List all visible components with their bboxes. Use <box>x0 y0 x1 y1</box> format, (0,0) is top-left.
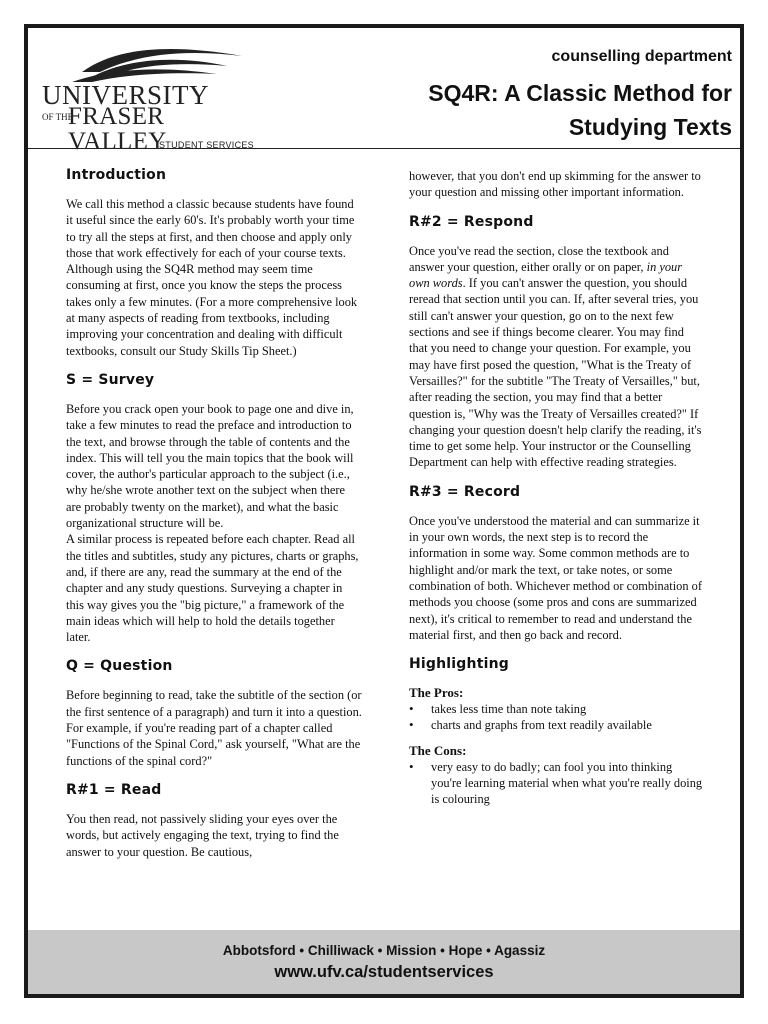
respond-heading: R#2 = Respond <box>409 213 534 230</box>
cons-list <box>409 759 705 808</box>
survey-heading: S = Survey <box>66 371 155 388</box>
respond-body: Once you've read the section, close the textbook and answer your question, either orally or on paper, in your own words. If you can't answer the question, you should reread that section until you can. If, after several tries, you still can't answer your question, go on to the next few sections and see if things become clearer. You may find that you need to change your question. For example, you may have first posed the question, "What is the Treaty of Versailles?" for the subtitle "The Treaty of Versailles," but, after reading the section, you may find that a better question is, "Why was the Treaty of Versailles created?" If changing your question doesn't help clarify the reading, it's time to get some help. Your instructor or the Counselling Department can help with effective reading strategies. <box>409 243 702 470</box>
campus-list: Abbotsford • Chilliwack • Mission • Hope • Agassiz <box>222 943 546 958</box>
footer-bar <box>28 930 740 994</box>
page-title <box>332 76 732 144</box>
title-strong: SQ4R <box>428 80 491 106</box>
read-heading: R#1 = Read <box>66 781 162 798</box>
question-heading: Q = Question <box>66 658 173 675</box>
logo-line1: UNIVERSITY <box>42 80 209 110</box>
footer-url[interactable]: www.ufv.ca/studentservices <box>274 963 494 981</box>
logo-subtitle: STUDENT SERVICES <box>159 140 254 150</box>
list-item: • takes less time than note taking <box>409 701 705 717</box>
record-body: Once you've understood the material and can summarize it in your own words, the next step is to record the information in some way. Some common methods are to highlight and/or mark the text, or take notes, or some combination of both. Whichever method or combination of methods you choose (some pros and cons are summarized next), it's critical to remember to read and understand the material first, and then go back and record. <box>409 513 702 642</box>
list-item: • very easy to do badly; can fool you into thinking you're learning material when what you're really doing is colouring <box>409 759 705 808</box>
record-heading: R#3 = Record <box>409 483 521 500</box>
pros-list <box>409 701 705 734</box>
university-logo <box>42 42 262 155</box>
logo-of-the: OF THE <box>42 112 74 122</box>
right-column <box>409 168 705 808</box>
cons-title: The Cons: <box>409 742 467 758</box>
respond-emphasis: in your own words <box>409 259 683 291</box>
header <box>28 28 740 155</box>
survey-body-2: A similar process is repeated before each chapter. Read all the titles and subtitles, study any pictures, charts or graphs, and, if there are any, read the summary at the end of the chapter and any study questions. Surveying a chapter in this way gives you the "big picture," a framework of the main ideas which will help to hold the details together later. <box>66 532 359 645</box>
left-column <box>66 166 362 860</box>
department-label: counselling department <box>551 48 732 65</box>
question-body: Before beginning to read, take the subtitle of the section (or the first sentence of a paragraph) and turn it into a question. For example, if you're reading part of a chapter called "Functions of the Spinal Cord," ask yourself, "What are the functions of the spinal cord?" <box>66 688 362 768</box>
pros-title: The Pros: <box>409 685 464 701</box>
read-body: You then read, not passively sliding your eyes over the words, but actively engaging the text, trying to find the answer to your question. Be cautious, <box>66 811 339 859</box>
intro-heading: Introduction <box>66 167 167 183</box>
intro-body: We call this method a classic because students have found it useful since the early 60's. It's probably worth your time to try all the steps at first, and then choose and apply only those that work effectively for each of your course texts. Although using the SQ4R method may seem time consuming at first, once you know the steps the process takes only a few minutes. (For a more comprehensive look at many aspects of reading from textbooks, including improving your concentration and dealing with difficult textbooks, consult our Study Skills Tip Sheet.) <box>66 197 358 358</box>
highlighting-heading: Highlighting <box>409 656 509 673</box>
logo-line2: FRASER VALLEY <box>68 103 167 155</box>
header-divider <box>28 148 740 149</box>
title-rest: : A Classic Method for <box>490 80 732 106</box>
read-body-continued: however, that you don't end up skimming for the answer to your question and missing other important information. <box>409 169 701 200</box>
survey-body-1: Before you crack open your book to page one and dive in, take a few minutes to read the preface and introduction to the text, and browse through the table of contents and the index. This will tell you the main topics that the book will cover, the author's particular approach to the subject (i.e., why he/she wrote another text on the subject when there are probably twenty on the market), and what the basic organizational structure will be. <box>66 401 354 531</box>
title-line2: Studying Texts <box>568 114 732 140</box>
page-frame <box>24 24 744 998</box>
list-item: • charts and graphs from text readily available <box>409 717 705 733</box>
